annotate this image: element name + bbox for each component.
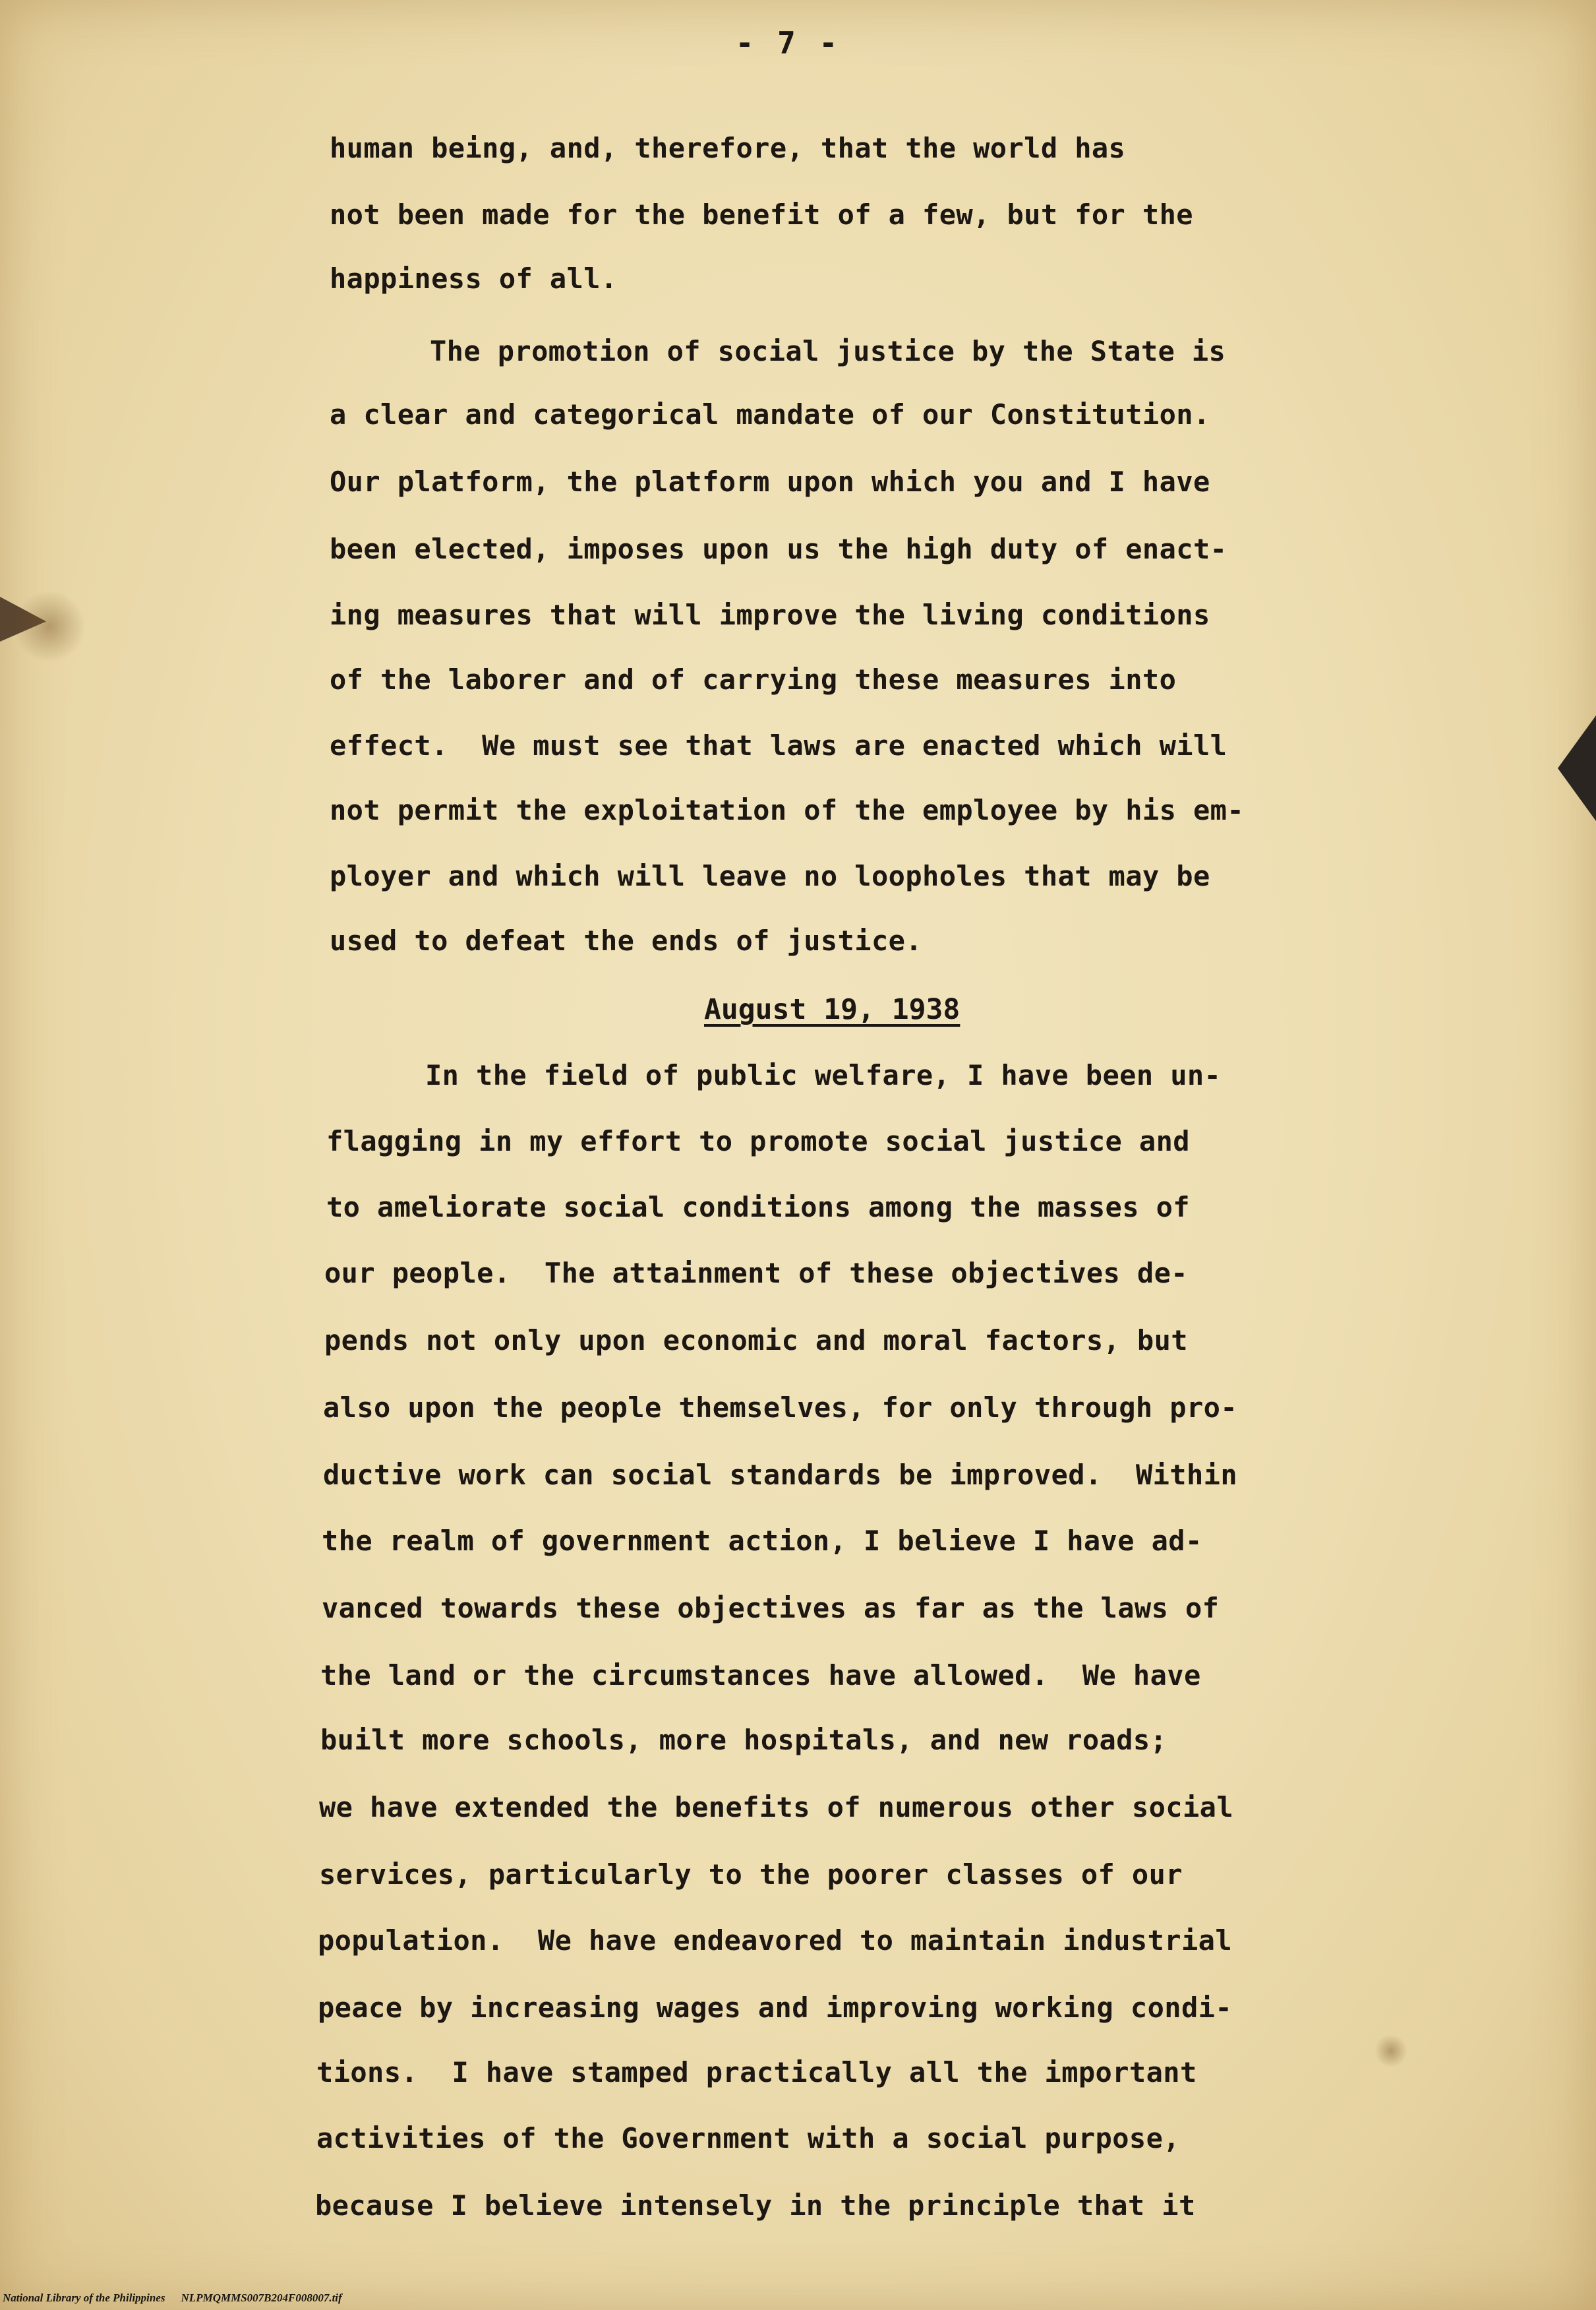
text-line: because I believe intensely in the principle that it (315, 2189, 1196, 2222)
text-line: the land or the circumstances have allowed. We have (320, 1659, 1201, 1691)
text-line: also upon the people themselves, for only through pro- (323, 1391, 1238, 1424)
date-heading: August 19, 1938 (704, 993, 961, 1026)
text-line: to ameliorate social conditions among the masses of (326, 1191, 1190, 1223)
text-line: our people. The attainment of these objectives de- (324, 1257, 1188, 1289)
archive-footer (3, 2292, 342, 2305)
text-line: pends not only upon economic and moral factors, but (324, 1324, 1188, 1356)
text-line: not been made for the benefit of a few, but for the (330, 198, 1193, 231)
text-line: the realm of government action, I believe I have ad- (322, 1525, 1202, 1557)
text-line: ployer and which will leave no loopholes that may be (330, 860, 1210, 892)
paper-stain (1374, 2034, 1407, 2067)
text-line: effect. We must see that laws are enacted which will (330, 729, 1227, 762)
text-line: built more schools, more hospitals, and new roads; (320, 1724, 1167, 1756)
text-line: vanced towards these objectives as far as the laws of (322, 1592, 1220, 1624)
text-line: activities of the Government with a social purpose, (316, 2122, 1180, 2154)
text-line: ductive work can social standards be improved. Within (323, 1459, 1238, 1491)
text-line: used to defeat the ends of justice. (330, 925, 923, 957)
text-line: The promotion of social justice by the State is (430, 335, 1226, 367)
text-line: population. We have endeavored to maintain industrial (318, 1924, 1233, 1957)
page-number: - 7 - (735, 25, 841, 61)
text-line: In the field of public welfare, I have been un- (425, 1059, 1222, 1091)
text-line: been elected, imposes upon us the high duty of enact- (330, 533, 1227, 565)
paper-stain (13, 590, 86, 663)
text-line: ing measures that will improve the living conditions (330, 599, 1210, 631)
text-line: happiness of all. (330, 262, 618, 295)
text-line: flagging in my effort to promote social justice and (326, 1125, 1190, 1157)
text-line: not permit the exploitation of the employee by his em- (330, 794, 1245, 826)
text-line: human being, and, therefore, that the world has (330, 132, 1126, 164)
file-code: NLPMQMMS007B204F008007.tif (181, 2292, 342, 2304)
archive-name: National Library of the Philippines (3, 2292, 165, 2304)
text-line: peace by increasing wages and improving working condi- (318, 1991, 1233, 2024)
text-line: we have extended the benefits of numerous other social (319, 1791, 1234, 1823)
text-line: tions. I have stamped practically all the important (316, 2056, 1197, 2088)
text-line: of the laborer and of carrying these measures into (330, 663, 1177, 696)
text-line: a clear and categorical mandate of our Constitution. (330, 398, 1210, 431)
paper-tear-right (1558, 715, 1596, 821)
text-line: Our platform, the platform upon which you and I have (330, 466, 1210, 498)
text-line: services, particularly to the poorer classes of our (319, 1858, 1183, 1891)
